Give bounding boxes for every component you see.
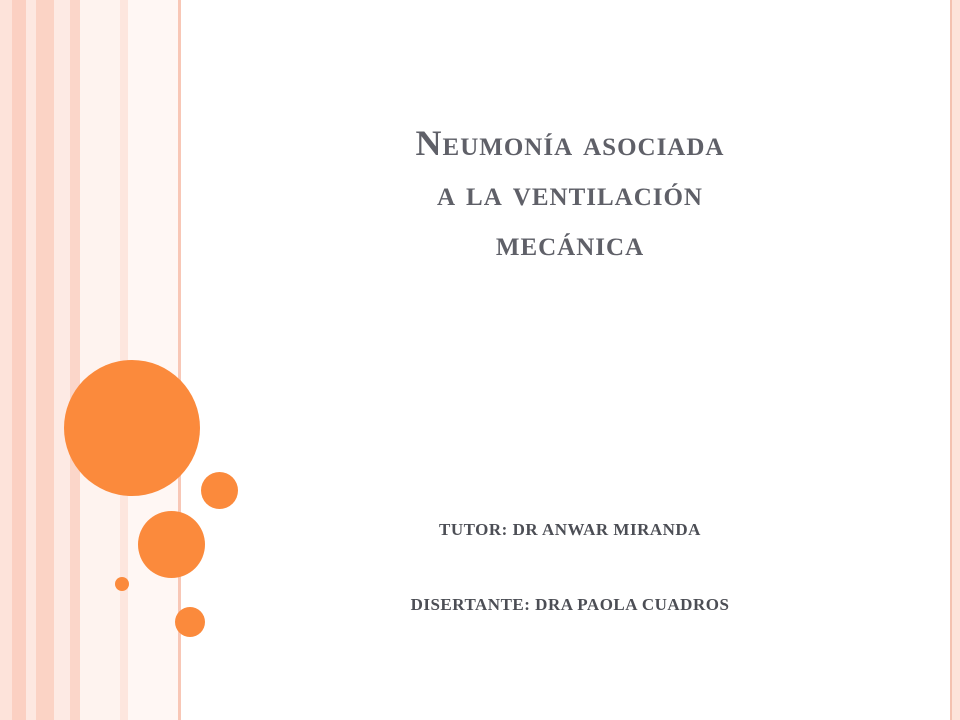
title-line-1: Neumonía asociada	[415, 123, 725, 163]
decorative-circle-small-bottom	[175, 607, 205, 637]
decorative-stripe	[80, 0, 120, 720]
decorative-stripe	[54, 0, 70, 720]
right-border-band	[952, 0, 960, 720]
decorative-stripe	[12, 0, 26, 720]
slide-title	[240, 118, 900, 268]
disertante-label: DISERTANTE: DRA PAOLA CUADROS	[410, 595, 730, 614]
decorative-circle-small	[201, 472, 238, 509]
decorative-stripe	[36, 0, 54, 720]
decorative-stripe	[70, 0, 80, 720]
decorative-stripe	[26, 0, 36, 720]
decorative-circle-medium	[138, 511, 205, 578]
decorative-circle-tiny	[115, 577, 129, 591]
decorative-circle-large	[64, 360, 200, 496]
title-line-2: a la ventilación	[437, 173, 703, 213]
tutor-label: TUTOR: DR ANWAR MIRANDA	[439, 520, 701, 539]
title-line-3: mecánica	[495, 223, 645, 263]
decorative-stripe	[0, 0, 12, 720]
